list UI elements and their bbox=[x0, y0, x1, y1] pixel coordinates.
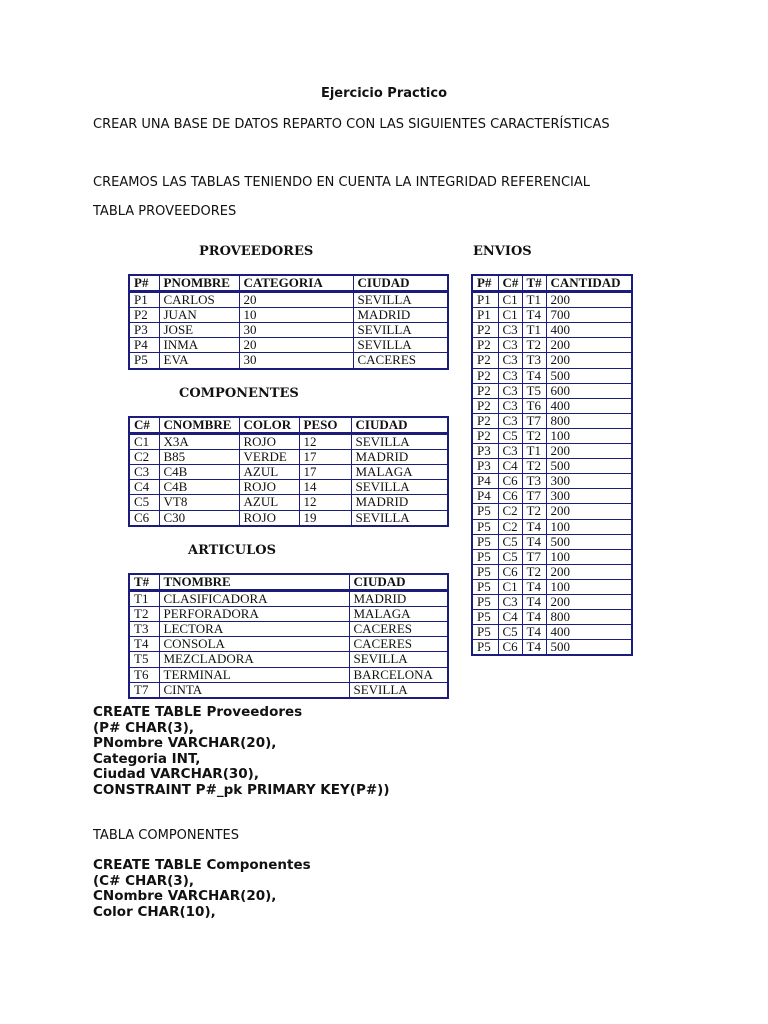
table-cell: LECTORA bbox=[159, 622, 349, 637]
table-cell: MALAGA bbox=[351, 465, 448, 480]
code-line: PNombre VARCHAR(20), bbox=[93, 735, 277, 752]
table-cell: 500 bbox=[546, 640, 632, 656]
table-cell: P2 bbox=[129, 308, 159, 323]
table-cell: C4B bbox=[159, 465, 239, 480]
table-cell: SEVILLA bbox=[353, 323, 448, 338]
table-cell: ROJO bbox=[239, 434, 299, 450]
code-line: Categoria INT, bbox=[93, 750, 201, 767]
table-row bbox=[472, 474, 632, 489]
table-cell: SEVILLA bbox=[349, 652, 448, 667]
note-text: CREAMOS LAS TABLAS TENIENDO EN CUENTA LA INTEGRIDAD REFERENCIAL bbox=[93, 175, 591, 190]
table-cell: CARLOS bbox=[159, 292, 239, 308]
table-cell: T2 bbox=[522, 428, 546, 443]
table-cell: C4 bbox=[498, 459, 522, 474]
column-header: C# bbox=[129, 417, 159, 434]
table-cell: CACERES bbox=[353, 353, 448, 369]
table-row bbox=[472, 504, 632, 519]
table-cell: P3 bbox=[129, 323, 159, 338]
table-cell: C30 bbox=[159, 510, 239, 526]
code-line: Color CHAR(10), bbox=[93, 903, 216, 920]
table-cell: C1 bbox=[498, 308, 522, 323]
column-header: P# bbox=[129, 275, 159, 292]
table-cell: VERDE bbox=[239, 450, 299, 465]
table-cell: PERFORADORA bbox=[159, 607, 349, 622]
table-cell: CLASIFICADORA bbox=[159, 591, 349, 607]
table-cell: 10 bbox=[239, 308, 353, 323]
componentes-table bbox=[128, 416, 449, 527]
column-header: CNOMBRE bbox=[159, 417, 239, 434]
table-cell: P5 bbox=[472, 640, 498, 656]
table-cell: P1 bbox=[472, 292, 498, 308]
table-row bbox=[472, 353, 632, 368]
table-cell: C5 bbox=[498, 625, 522, 640]
code-line: CREATE TABLE Proveedores bbox=[93, 704, 303, 720]
table-cell: P4 bbox=[129, 338, 159, 353]
table-cell: 12 bbox=[299, 495, 351, 510]
column-header: TNOMBRE bbox=[159, 574, 349, 591]
column-header: T# bbox=[129, 574, 159, 591]
table-cell: P5 bbox=[472, 579, 498, 594]
table-cell: C3 bbox=[498, 413, 522, 428]
table-cell: EVA bbox=[159, 353, 239, 369]
table-cell: P5 bbox=[129, 353, 159, 369]
intro-text: CREAR UNA BASE DE DATOS REPARTO CON LAS SIGUIENTES CARACTERÍSTICAS bbox=[93, 117, 610, 132]
table-cell: P1 bbox=[472, 308, 498, 323]
table-row bbox=[129, 682, 448, 698]
column-header: CANTIDAD bbox=[546, 275, 632, 292]
column-header: C# bbox=[498, 275, 522, 292]
table-cell: 800 bbox=[546, 413, 632, 428]
table-row bbox=[129, 480, 448, 495]
table-cell: T4 bbox=[522, 534, 546, 549]
table-row bbox=[472, 579, 632, 594]
table-row bbox=[472, 534, 632, 549]
table-cell: T5 bbox=[522, 383, 546, 398]
table-cell: T4 bbox=[522, 594, 546, 609]
table-cell: 200 bbox=[546, 564, 632, 579]
table-cell: 200 bbox=[546, 504, 632, 519]
table-cell: T4 bbox=[522, 368, 546, 383]
table-cell: 200 bbox=[546, 444, 632, 459]
table-cell: P5 bbox=[472, 549, 498, 564]
table-cell: SEVILLA bbox=[349, 682, 448, 698]
table-cell: 400 bbox=[546, 323, 632, 338]
table-cell: 300 bbox=[546, 474, 632, 489]
table-cell: 17 bbox=[299, 465, 351, 480]
table-cell: T1 bbox=[129, 591, 159, 607]
table-cell: C3 bbox=[498, 444, 522, 459]
table-cell: C4 bbox=[129, 480, 159, 495]
table-cell: P5 bbox=[472, 594, 498, 609]
table-cell: 400 bbox=[546, 625, 632, 640]
table-cell: C3 bbox=[129, 465, 159, 480]
column-header: CIUDAD bbox=[353, 275, 448, 292]
code-line: CONSTRAINT P#_pk PRIMARY KEY(P#)) bbox=[93, 781, 390, 798]
table-cell: 100 bbox=[546, 519, 632, 534]
table-cell: C5 bbox=[498, 549, 522, 564]
table-row bbox=[129, 510, 448, 526]
table-cell: C3 bbox=[498, 398, 522, 413]
table-cell: P1 bbox=[129, 292, 159, 308]
table-cell: 17 bbox=[299, 450, 351, 465]
table-row bbox=[129, 607, 448, 622]
table-header-row bbox=[472, 275, 632, 292]
table-cell: C1 bbox=[498, 292, 522, 308]
table-cell: VT8 bbox=[159, 495, 239, 510]
table-row bbox=[472, 338, 632, 353]
table-cell: P2 bbox=[472, 413, 498, 428]
table-cell: 30 bbox=[239, 323, 353, 338]
table-cell: P5 bbox=[472, 625, 498, 640]
table-cell: P2 bbox=[472, 428, 498, 443]
table-cell: T4 bbox=[522, 610, 546, 625]
table-row bbox=[129, 465, 448, 480]
table-cell: SEVILLA bbox=[351, 480, 448, 495]
table-cell: 20 bbox=[239, 338, 353, 353]
table-row bbox=[472, 459, 632, 474]
table-cell: T3 bbox=[522, 474, 546, 489]
table-cell: AZUL bbox=[239, 495, 299, 510]
code-line: (P# CHAR(3), bbox=[93, 719, 194, 736]
table-row bbox=[129, 450, 448, 465]
table-cell: TERMINAL bbox=[159, 667, 349, 682]
table-row bbox=[472, 444, 632, 459]
table-cell: CONSOLA bbox=[159, 637, 349, 652]
table-cell: AZUL bbox=[239, 465, 299, 480]
column-header: CIUDAD bbox=[349, 574, 448, 591]
table-cell: JOSE bbox=[159, 323, 239, 338]
table-cell: T3 bbox=[129, 622, 159, 637]
table-cell: 100 bbox=[546, 549, 632, 564]
table-cell: SEVILLA bbox=[353, 338, 448, 353]
articulos-table-title: ARTICULOS bbox=[188, 543, 276, 558]
table-cell: T4 bbox=[522, 519, 546, 534]
table-cell: 19 bbox=[299, 510, 351, 526]
table-cell: P5 bbox=[472, 610, 498, 625]
table-row bbox=[129, 637, 448, 652]
table-cell: P2 bbox=[472, 398, 498, 413]
table-cell: P2 bbox=[472, 338, 498, 353]
table-cell: BARCELONA bbox=[349, 667, 448, 682]
table-cell: C4 bbox=[498, 610, 522, 625]
table-cell: P2 bbox=[472, 353, 498, 368]
envios-table bbox=[471, 274, 633, 656]
table-cell: 500 bbox=[546, 534, 632, 549]
table-cell: C3 bbox=[498, 338, 522, 353]
table-header-row bbox=[129, 275, 448, 292]
table-row bbox=[129, 323, 448, 338]
table-cell: C3 bbox=[498, 383, 522, 398]
column-header: PNOMBRE bbox=[159, 275, 239, 292]
table-cell: T7 bbox=[129, 682, 159, 698]
table-cell: 400 bbox=[546, 398, 632, 413]
table-cell: 12 bbox=[299, 434, 351, 450]
table-cell: 500 bbox=[546, 459, 632, 474]
table-cell: T4 bbox=[129, 637, 159, 652]
componentes-table-title: COMPONENTES bbox=[179, 386, 299, 401]
table-cell: 500 bbox=[546, 368, 632, 383]
table-header-row bbox=[129, 574, 448, 591]
table-cell: T2 bbox=[522, 338, 546, 353]
table-cell: P5 bbox=[472, 504, 498, 519]
table-row bbox=[472, 292, 632, 308]
proveedores-table-title: PROVEEDORES bbox=[199, 244, 314, 259]
table-cell: C5 bbox=[498, 428, 522, 443]
table-row bbox=[129, 308, 448, 323]
table-cell: T2 bbox=[129, 607, 159, 622]
table-row bbox=[129, 338, 448, 353]
table-cell: 300 bbox=[546, 489, 632, 504]
table-cell: CACERES bbox=[349, 637, 448, 652]
table-cell: C4B bbox=[159, 480, 239, 495]
table-cell: 200 bbox=[546, 292, 632, 308]
table-cell: 700 bbox=[546, 308, 632, 323]
table-cell: C6 bbox=[129, 510, 159, 526]
table-cell: C3 bbox=[498, 594, 522, 609]
table-cell: P2 bbox=[472, 368, 498, 383]
table-cell: 100 bbox=[546, 428, 632, 443]
table-cell: T7 bbox=[522, 413, 546, 428]
table-cell: C1 bbox=[498, 579, 522, 594]
table-cell: T7 bbox=[522, 489, 546, 504]
table-row bbox=[129, 434, 448, 450]
code-line: Ciudad VARCHAR(30), bbox=[93, 766, 259, 783]
table-cell: 14 bbox=[299, 480, 351, 495]
table-cell: P3 bbox=[472, 444, 498, 459]
table-cell: C3 bbox=[498, 368, 522, 383]
articulos-table bbox=[128, 573, 449, 699]
table-cell: T4 bbox=[522, 579, 546, 594]
table-cell: P5 bbox=[472, 534, 498, 549]
table-cell: C6 bbox=[498, 640, 522, 656]
table-cell: T5 bbox=[129, 652, 159, 667]
table-cell: JUAN bbox=[159, 308, 239, 323]
table-cell: C2 bbox=[498, 519, 522, 534]
table-cell: SEVILLA bbox=[351, 510, 448, 526]
table-row bbox=[472, 308, 632, 323]
table-cell: ROJO bbox=[239, 510, 299, 526]
table-cell: C6 bbox=[498, 564, 522, 579]
proveedores-table bbox=[128, 274, 449, 370]
table-row bbox=[472, 564, 632, 579]
table-row bbox=[472, 625, 632, 640]
table-row bbox=[472, 368, 632, 383]
table-cell: P5 bbox=[472, 564, 498, 579]
code-line: CREATE TABLE Componentes bbox=[93, 857, 311, 873]
table-cell: 100 bbox=[546, 579, 632, 594]
column-header: P# bbox=[472, 275, 498, 292]
table-row bbox=[129, 591, 448, 607]
table-cell: 200 bbox=[546, 594, 632, 609]
table-cell: CINTA bbox=[159, 682, 349, 698]
table-cell: X3A bbox=[159, 434, 239, 450]
table-cell: T1 bbox=[522, 292, 546, 308]
table-cell: SEVILLA bbox=[353, 292, 448, 308]
table-cell: C6 bbox=[498, 474, 522, 489]
table-row bbox=[472, 323, 632, 338]
table-row bbox=[472, 594, 632, 609]
table-row bbox=[472, 519, 632, 534]
table-cell: C5 bbox=[129, 495, 159, 510]
table-cell: C6 bbox=[498, 489, 522, 504]
table-cell: 200 bbox=[546, 353, 632, 368]
table-cell: 20 bbox=[239, 292, 353, 308]
table-row bbox=[129, 622, 448, 637]
table-cell: 600 bbox=[546, 383, 632, 398]
code-create-componentes bbox=[93, 858, 311, 920]
envios-table-title: ENVIOS bbox=[473, 244, 532, 259]
table-row bbox=[472, 640, 632, 656]
table-cell: T4 bbox=[522, 640, 546, 656]
table-cell: SEVILLA bbox=[351, 434, 448, 450]
table-cell: 200 bbox=[546, 338, 632, 353]
table-cell: T1 bbox=[522, 323, 546, 338]
page-title: Ejercicio Practico bbox=[320, 86, 448, 101]
table-cell: C3 bbox=[498, 323, 522, 338]
table-cell: MADRID bbox=[349, 591, 448, 607]
table-cell: P2 bbox=[472, 383, 498, 398]
table-row bbox=[129, 353, 448, 369]
table-cell: T1 bbox=[522, 444, 546, 459]
column-header: T# bbox=[522, 275, 546, 292]
column-header: CIUDAD bbox=[351, 417, 448, 434]
table-row bbox=[472, 398, 632, 413]
table-row bbox=[472, 413, 632, 428]
table-cell: C2 bbox=[498, 504, 522, 519]
table-cell: T2 bbox=[522, 564, 546, 579]
table-row bbox=[472, 549, 632, 564]
table-cell: C1 bbox=[129, 434, 159, 450]
table-cell: P2 bbox=[472, 323, 498, 338]
column-header: CATEGORIA bbox=[239, 275, 353, 292]
table-cell: C3 bbox=[498, 353, 522, 368]
table-row bbox=[129, 495, 448, 510]
table-row bbox=[472, 489, 632, 504]
table-cell: P4 bbox=[472, 489, 498, 504]
table-header-row bbox=[129, 417, 448, 434]
table-cell: MADRID bbox=[353, 308, 448, 323]
table-row bbox=[472, 383, 632, 398]
table-cell: 800 bbox=[546, 610, 632, 625]
table-cell: 30 bbox=[239, 353, 353, 369]
table-cell: T6 bbox=[522, 398, 546, 413]
table-cell: B85 bbox=[159, 450, 239, 465]
table-cell: INMA bbox=[159, 338, 239, 353]
code-create-proveedores bbox=[93, 705, 390, 799]
code-line: (C# CHAR(3), bbox=[93, 872, 194, 889]
column-header: COLOR bbox=[239, 417, 299, 434]
table-row bbox=[129, 667, 448, 682]
table-cell: P4 bbox=[472, 474, 498, 489]
table-row bbox=[472, 610, 632, 625]
table-row bbox=[129, 652, 448, 667]
table-row bbox=[472, 428, 632, 443]
table-cell: T4 bbox=[522, 308, 546, 323]
table-cell: P3 bbox=[472, 459, 498, 474]
table-cell: MADRID bbox=[351, 495, 448, 510]
table-cell: P5 bbox=[472, 519, 498, 534]
table-row bbox=[129, 292, 448, 308]
table-cell: MEZCLADORA bbox=[159, 652, 349, 667]
section-proveedores-heading: TABLA PROVEEDORES bbox=[93, 204, 237, 219]
section-componentes-heading: TABLA COMPONENTES bbox=[93, 828, 239, 843]
table-cell: T2 bbox=[522, 459, 546, 474]
table-cell: T7 bbox=[522, 549, 546, 564]
code-line: CNombre VARCHAR(20), bbox=[93, 888, 277, 905]
table-cell: MADRID bbox=[351, 450, 448, 465]
table-cell: MALAGA bbox=[349, 607, 448, 622]
column-header: PESO bbox=[299, 417, 351, 434]
table-cell: ROJO bbox=[239, 480, 299, 495]
table-cell: C5 bbox=[498, 534, 522, 549]
table-cell: T4 bbox=[522, 625, 546, 640]
table-cell: T2 bbox=[522, 504, 546, 519]
table-cell: CACERES bbox=[349, 622, 448, 637]
table-cell: C2 bbox=[129, 450, 159, 465]
table-cell: T6 bbox=[129, 667, 159, 682]
table-cell: T3 bbox=[522, 353, 546, 368]
